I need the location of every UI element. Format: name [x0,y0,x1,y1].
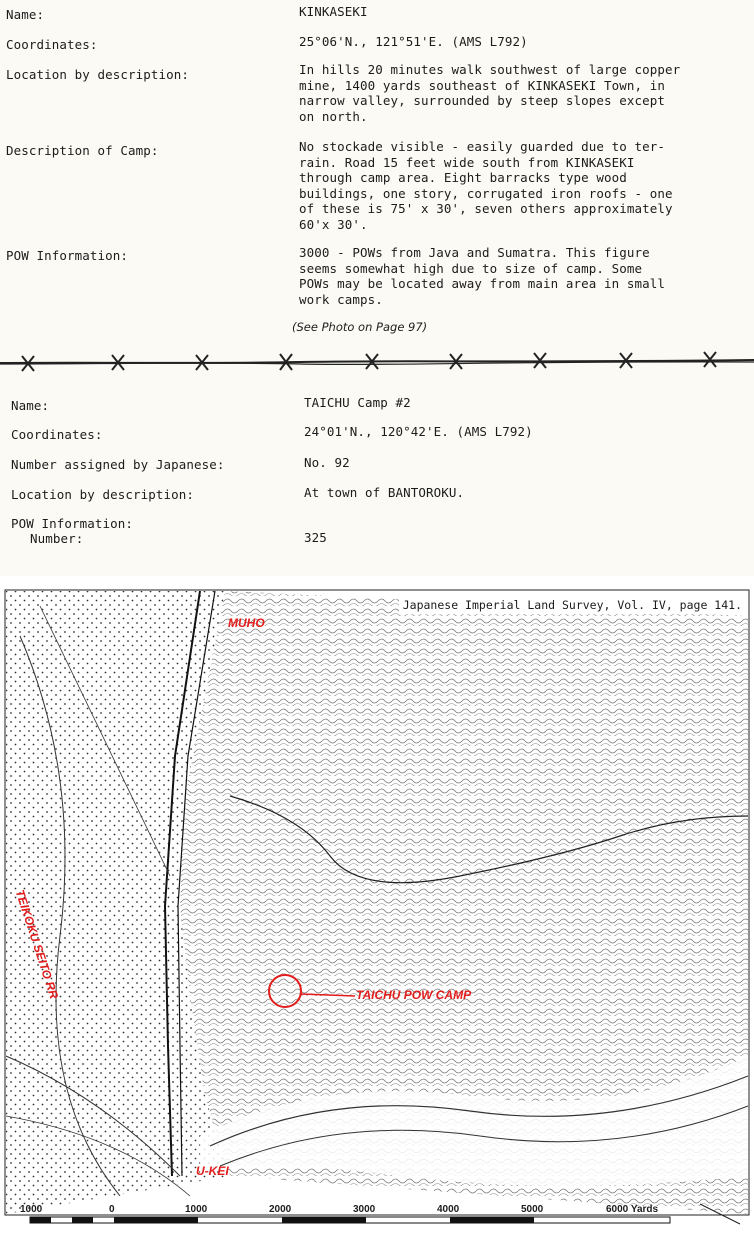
pow-line: seems somewhat high due to size of camp. Some [299,260,643,276]
scale-label: 0 [109,1204,115,1215]
pow-line: 3000 - POWs from Java and Sumatra. This figure [299,245,650,260]
location-line: narrow valley, surrounded by steep slopes except [299,93,666,108]
description-line: through camp area. Eight barracks type wood [299,170,627,185]
scale-label: 2000 [269,1204,292,1215]
taichu-coord-label: Coordinates: [11,427,103,442]
location-line: In hills 20 minutes walk southwest of large copper [299,62,681,77]
barbed-wire-divider [0,346,754,376]
map-drawing [0,576,754,1247]
taichu-number-assigned-value: No. 92 [304,455,350,470]
kinkaseki-description-label: Description of Camp: [6,143,159,158]
photo-reference-note: (See Photo on Page 97) [292,320,428,334]
scale-label: 3000 [353,1204,376,1215]
taichu-pow-number-value: 325 [304,530,327,545]
label-ukei: U-KEI [196,1164,229,1178]
pow-line: POWs may be located away from main area in small [299,276,666,291]
kinkaseki-coord-label: Coordinates: [6,37,98,52]
kinkaseki-location-value [299,62,747,124]
description-line: No stockade visible - easily guarded due to ter- [299,139,666,154]
kinkaseki-name-label: Name: [6,7,45,22]
scale-label: 5000 [521,1204,544,1215]
description-line: of these is 75' x 30', seven others approximately [299,201,673,216]
kinkaseki-description-value [299,139,747,232]
taichu-number-assigned-label: Number assigned by Japanese: [11,457,225,472]
taichu-location-value: At town of BANTOROKU. [304,485,465,500]
map-caption: Japanese Imperial Land Survey, Vol. IV, page 141. [399,596,746,614]
kinkaseki-pow-value [299,245,747,307]
kinkaseki-pow-label: POW Information: [6,248,129,263]
kinkaseki-name-value: KINKASEKI [299,4,368,19]
taichu-pow-label: POW Information: [11,516,134,531]
label-muho: MUHO [228,616,265,630]
label-taichu-pow-camp: TAICHU POW CAMP [356,988,472,1002]
taichu-name-value: TAICHU Camp #2 [304,395,411,410]
scale-label: 4000 [437,1204,460,1215]
label-railroad: TEIKOKU SEITO RR [12,888,62,1001]
taichu-coord-value: 24°01'N., 120°42'E. (AMS L792) [304,424,533,439]
description-line: 60'x 30'. [299,216,368,232]
pow-line: work camps. [299,291,383,307]
location-line: on north. [299,108,368,124]
topographic-map [0,576,754,1247]
taichu-name-label: Name: [11,398,50,413]
scale-label: 6000 Yards [606,1204,659,1215]
taichu-location-label: Location by description: [11,487,195,502]
description-line: buildings, one story, corrugated iron roofs - one [299,185,673,201]
location-line: mine, 1400 yards southeast of KINKASEKI Town, in [299,77,666,93]
taichu-pow-number-label: Number: [30,531,84,546]
kinkaseki-coord-value: 25°06'N., 121°51'E. (AMS L792) [299,34,528,49]
kinkaseki-location-label: Location by description: [6,67,190,82]
scale-label: 1000 [185,1204,208,1215]
description-line: rain. Road 15 feet wide south from KINKASEKI [299,154,635,170]
scale-label: 1000 [20,1204,43,1215]
